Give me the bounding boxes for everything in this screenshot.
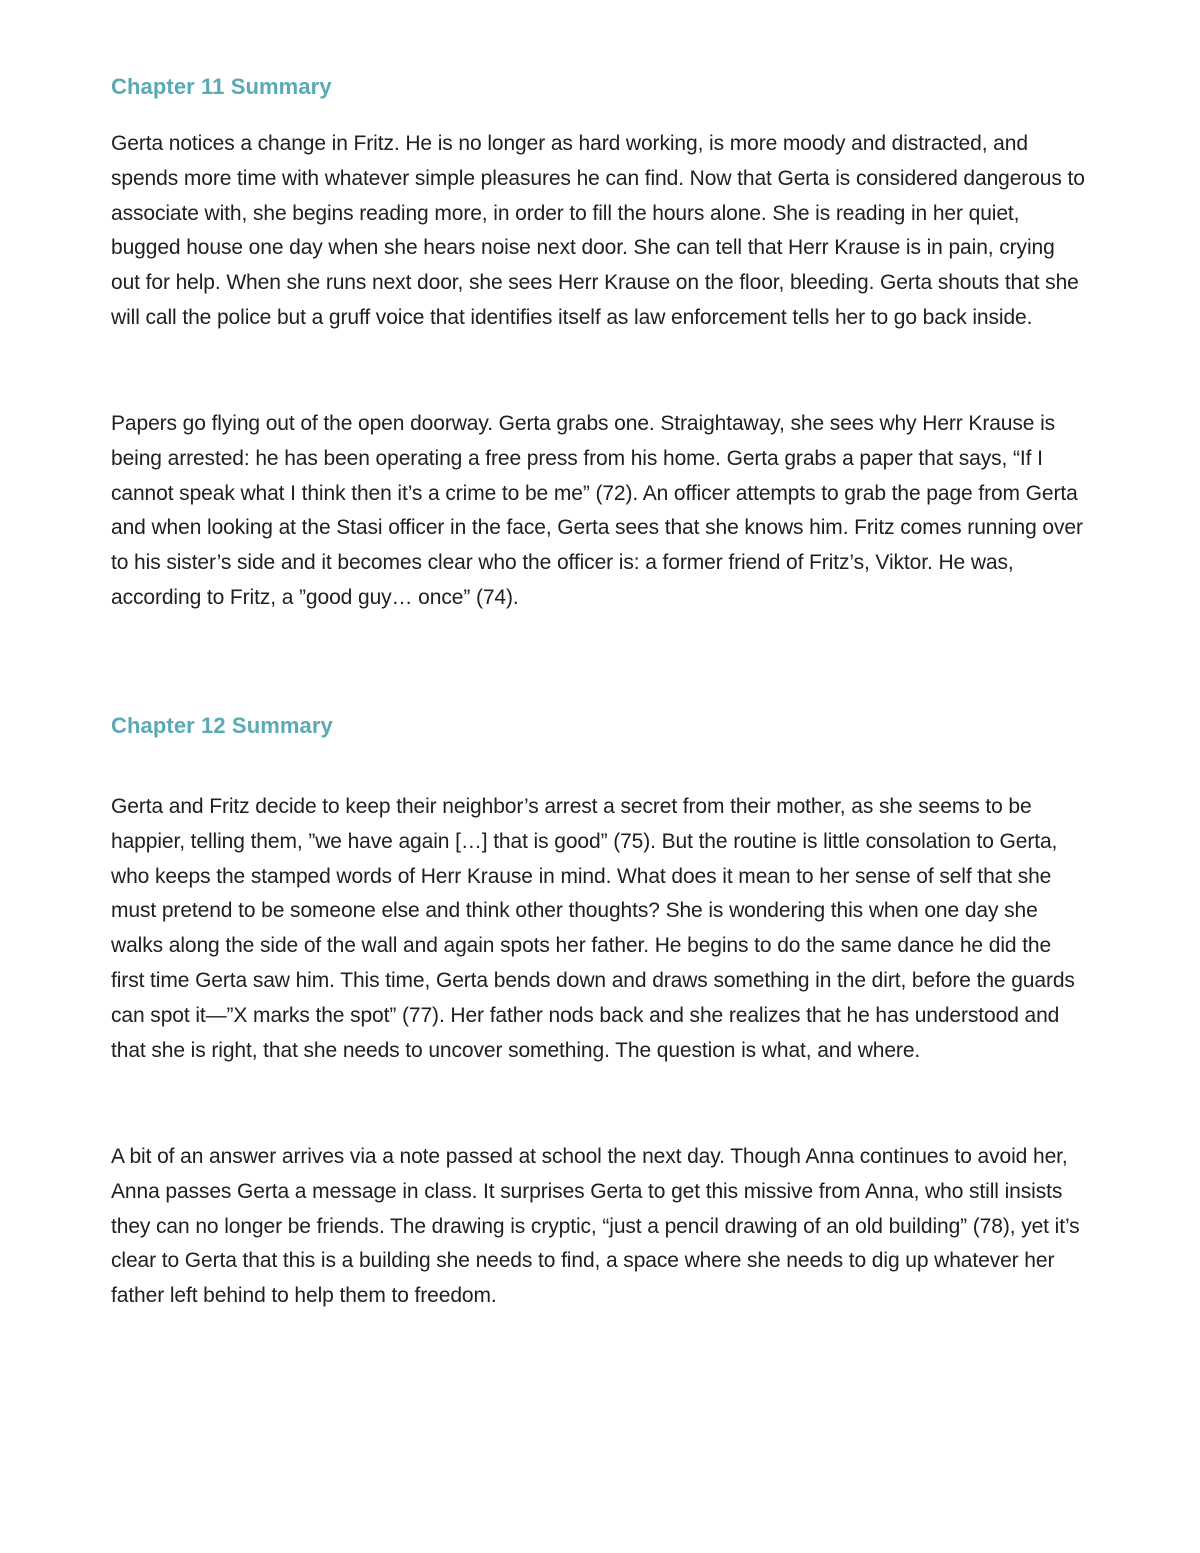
chapter-11-paragraph-2: Papers go flying out of the open doorway. Gerta grabs one. Straightaway, she sees why Herr Krause is being arrested: he has been operating a free press from his home. Gerta grabs a paper that says, “If I cannot speak what I think then it’s a crime to be me” (72). An officer attempts to grab the page from Gerta and when looking at the Stasi officer in the face, Gerta sees that she knows him. Fritz comes running over to his sister’s side and it becomes clear who the officer is: a former friend of Fritz’s, Viktor. He was, according to Fritz, a ”good guy… once” (74). <box>111 412 1083 609</box>
chapter-11-heading: Chapter 11 Summary <box>111 74 332 99</box>
chapter-12-heading: Chapter 12 Summary <box>111 713 333 738</box>
chapter-12-paragraph-2: A bit of an answer arrives via a note passed at school the next day. Though Anna continues to avoid her, Anna passes Gerta a message in class. It surprises Gerta to get this missive from Anna, who still insists they can no longer be friends. The drawing is cryptic, “just a pencil drawing of an old building” (78), yet it’s clear to Gerta that this is a building she needs to find, a space where she needs to dig up whatever her father left behind to help them to freedom. <box>111 1145 1080 1308</box>
chapter-12-paragraph-1: Gerta and Fritz decide to keep their neighbor’s arrest a secret from their mother, as she seems to be happier, telling them, ”we have again […] that is good” (75). But the routine is little consolation to Gerta, who keeps the stamped words of Herr Krause in mind. What does it mean to her sense of self that she must pretend to be someone else and think other thoughts? She is wondering this when one day she walks along the side of the wall and again spots her father. He begins to do the same dance he did the first time Gerta saw him. This time, Gerta bends down and draws something in the dirt, before the guards can spot it—”X marks the spot” (77). Her father nods back and she realizes that he has understood and that she is right, that she needs to uncover something. The question is what, and where. <box>111 795 1075 1062</box>
chapter-11-paragraph-1: Gerta notices a change in Fritz. He is no longer as hard working, is more moody and distracted, and spends more time with whatever simple pleasures he can find. Now that Gerta is considered dangerous to associate with, she begins reading more, in order to fill the hours alone. She is reading in her quiet, bugged house one day when she hears noise next door. She can tell that Herr Krause is in pain, crying out for help. When she runs next door, she sees Herr Krause on the floor, bleeding. Gerta shouts that she will call the police but a gruff voice that identifies itself as law enforcement tells her to go back inside. <box>111 132 1085 329</box>
